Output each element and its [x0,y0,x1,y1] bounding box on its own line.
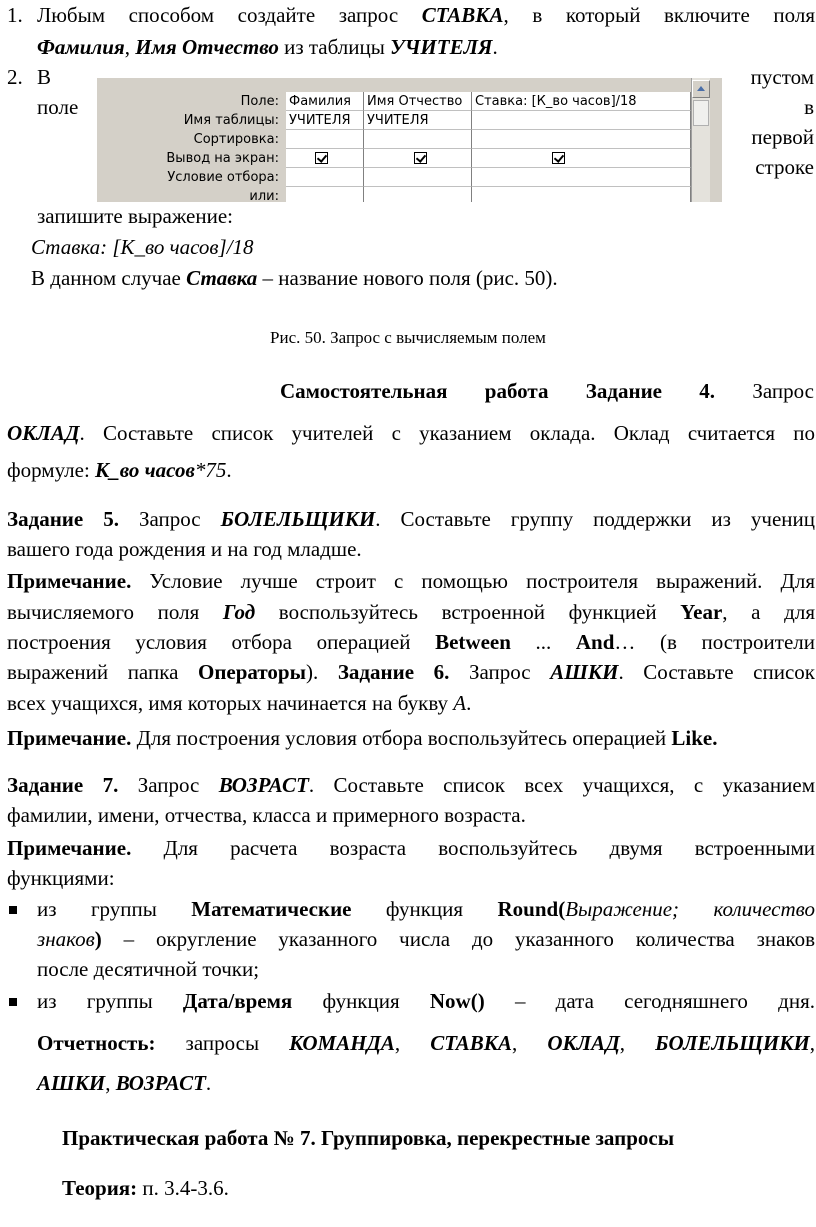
show-checkbox[interactable] [315,152,328,164]
item2-word-stroke: строке [755,155,814,179]
grid-or-cell[interactable] [364,187,472,202]
show-checkbox[interactable] [414,152,427,164]
figure-caption: Рис. 50. Запрос с вычисляемым полем [270,328,546,347]
item2-word-v: В [37,65,52,89]
task7-note-line1: Примечание. Для расчета возраста воспользуйтесь двумя встроенными [7,836,815,860]
report-line2: АШКИ, ВОЗРАСТ. [37,1071,212,1095]
grid-sort-cell[interactable] [364,130,472,149]
task5-note-line1: Примечание. Условие лучше строит с помощью построителя выражений. Для [7,569,815,593]
task6-note: Примечание. Для построения условия отбора воспользуйтесь операцией Like. [7,726,718,750]
item2-word-v2: в [804,95,814,119]
grid-row-label-or: или: [249,189,279,202]
bullet-1-line1: из группы Математические функция Round(Выражение; количество [37,897,815,921]
task7-line1: Задание 7. Запрос ВОЗРАСТ. Составьте список всех учащихся, с указанием [7,773,815,797]
bullet-2-marker [9,991,31,1012]
arrow-up-icon [693,81,709,97]
grid-row-label-sort: Сортировка: [193,132,279,147]
grid-row-label-table: Имя таблицы: [183,113,279,128]
item2-word-pervoy: первой [751,125,814,149]
bullet-1-marker [9,899,31,920]
grid-or-cell[interactable] [286,187,364,202]
query-design-grid [97,78,722,202]
task4-line3: формуле: К_во часов*75. [7,458,232,482]
item1-line2: Фамилия, Имя Отчество из таблицы УЧИТЕЛЯ. [37,35,498,59]
scroll-thumb[interactable] [693,100,709,126]
vertical-scrollbar[interactable] [691,78,710,202]
task5-line2: вашего года рождения и на год младше. [7,537,362,561]
task4-heading: Самостоятельная работа Задание 4. Запрос [280,379,814,403]
grid-show-cell[interactable] [472,149,691,168]
task5-note-line2: вычисляемого поля Год воспользуйтесь встроенной функцией Year, а для [7,600,815,624]
task5-note-line4: выражений папка Операторы). Задание 6. Запрос АШКИ. Составьте список [7,660,815,684]
theory-line: Теория: п. 3.4-3.6. [62,1176,229,1200]
grid-field-cell[interactable]: Фамилия [286,92,364,111]
task4-line2: ОКЛАД. Составьте список учителей с указанием оклада. Оклад считается по [7,421,815,445]
grid-table-cell[interactable]: УЧИТЕЛЯ [286,111,364,130]
item2-expression: Ставка: [К_во часов]/18 [31,235,254,259]
bullet-2-line: из группы Дата/время функция Now() – дата сегодняшнего дня. [37,989,815,1013]
scroll-up-button[interactable] [692,80,710,98]
practical-work-heading: Практическая работа № 7. Группировка, перекрестные запросы [62,1126,675,1150]
grid-row-label-field: Поле: [240,94,279,109]
task5-note-line3: построения условия отбора операцией Between ... And… (в построители [7,630,815,654]
grid-criteria-cell[interactable] [364,168,472,187]
grid-show-cell[interactable] [364,149,472,168]
grid-row-label-show: Вывод на экран: [166,151,279,166]
bullet-1-line2: знаков) – округление указанного числа до указанного количества знаков [37,927,815,951]
item2-line2: запишите выражение: [37,204,234,228]
grid-table-cell[interactable]: УЧИТЕЛЯ [364,111,472,130]
task7-note-line2: функциями: [7,866,115,890]
grid-sort-cell[interactable] [286,130,364,149]
item1-number: 1. [7,3,23,27]
item1-line1: Любым способом создайте запрос СТАВКА, в который включите поля [37,3,815,27]
item2-word-pustom: пустом [750,65,814,89]
task7-line2: фамилии, имени, отчества, класса и примерного возраста. [7,803,526,827]
grid-sort-cell[interactable] [472,130,691,149]
task6-line2: всех учащихся, имя которых начинается на букву А. [7,691,472,715]
item2-line4: В данном случае Ставка – название нового поля (рис. 50). [31,266,558,290]
grid-field-cell[interactable]: Имя Отчество [364,92,472,111]
grid-row-label-criteria: Условие отбора: [167,170,279,185]
item2-word-pole: поле [37,95,79,119]
task5-line1: Задание 5. Запрос БОЛЕЛЬЩИКИ. Составьте группу поддержки из учениц [7,507,815,531]
bullet-1-line3: после десятичной точки; [37,957,260,981]
item2-number: 2. [7,65,23,89]
grid-table-cell[interactable] [472,111,691,130]
grid-show-cell[interactable] [286,149,364,168]
grid-criteria-cell[interactable] [286,168,364,187]
grid-or-cell[interactable] [472,187,691,202]
report-line1: Отчетность: запросы КОМАНДА, СТАВКА, ОКЛАД, БОЛЕЛЬЩИКИ, [37,1031,816,1055]
grid-field-cell[interactable]: Ставка: [К_во часов]/18 [472,92,691,111]
grid-criteria-cell[interactable] [472,168,691,187]
show-checkbox[interactable] [552,152,565,164]
